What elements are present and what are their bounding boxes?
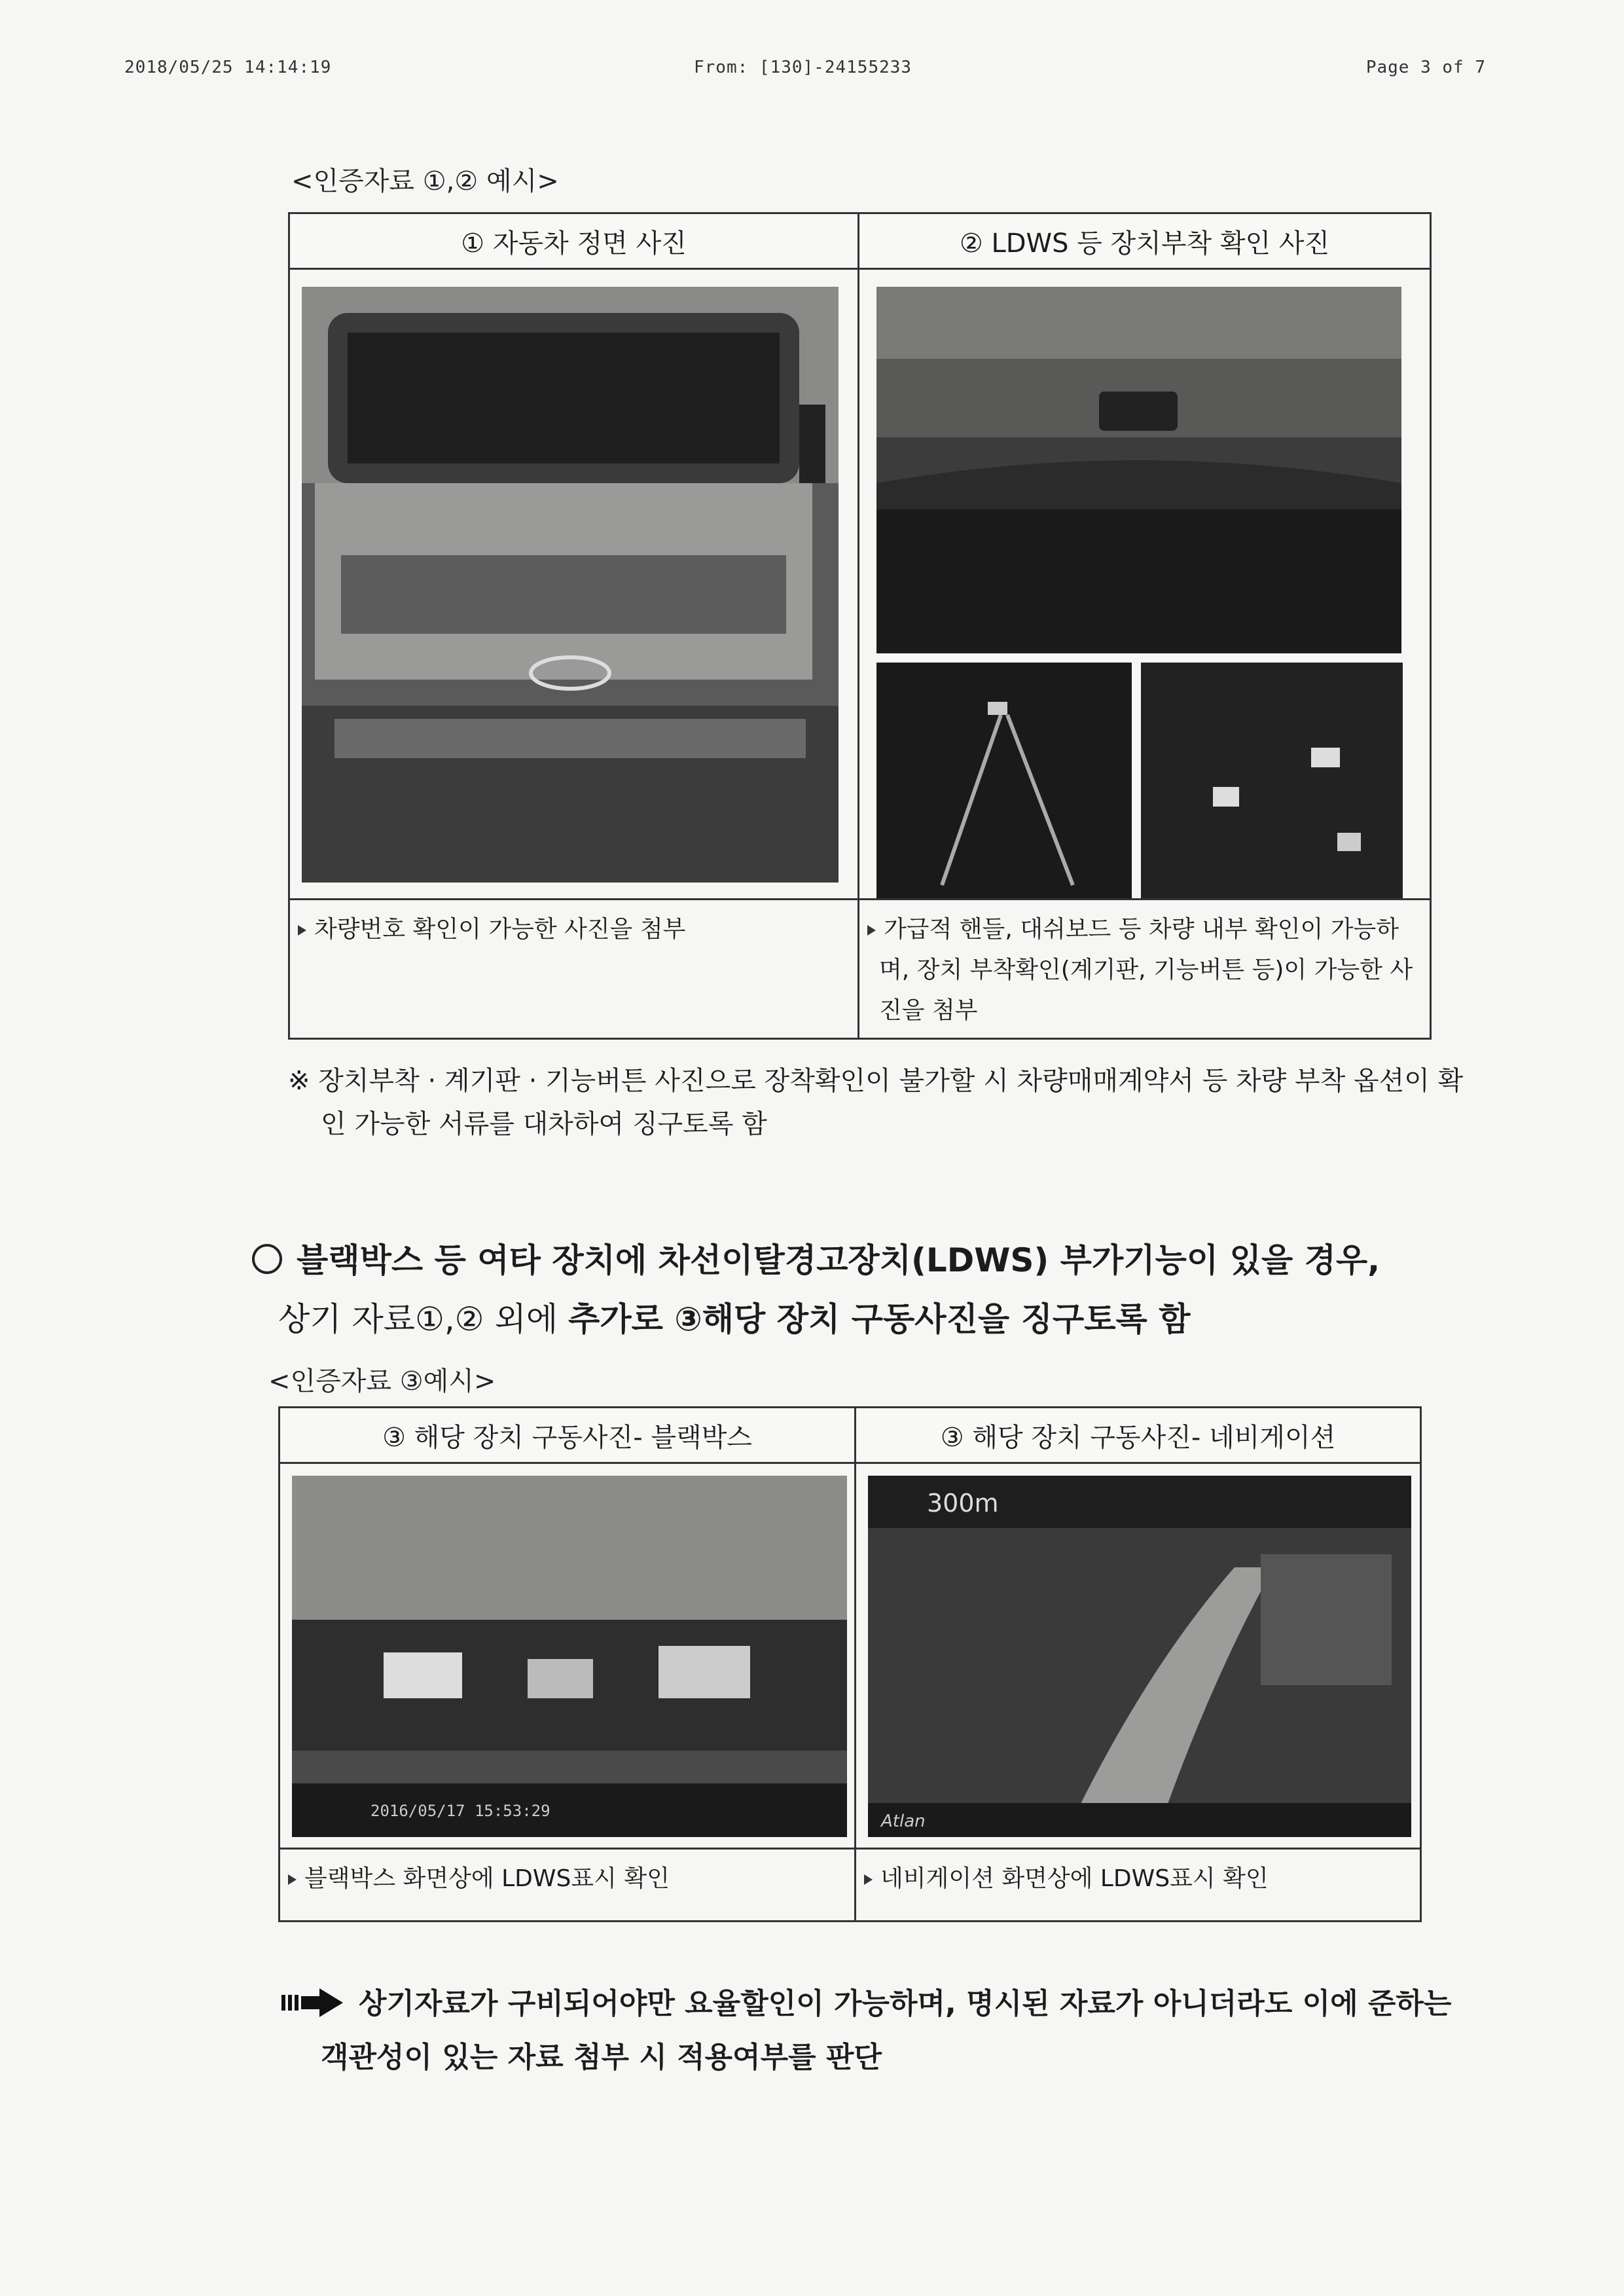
fax-datetime: 2018/05/25 14:14:19 <box>124 58 332 77</box>
final-note-line2: 객관성이 있는 자료 첨부 시 적용여부를 판단 <box>321 2041 882 2074</box>
blackbox-timestamp: 2016/05/17 15:53:29 <box>370 1802 550 1820</box>
blackbox-screen-photo <box>292 1476 847 1837</box>
ldws-screen-photo-left <box>876 663 1132 898</box>
truck-front-photo <box>302 287 839 883</box>
nav-distance: 300m <box>927 1489 999 1518</box>
final-note <box>281 1977 1460 2085</box>
evidence-table-1 <box>288 212 1432 1040</box>
triangle-bullet-icon <box>864 1874 873 1885</box>
front-photo-note: 차량번호 확인이 가능한 사진을 첨부 <box>289 900 859 1039</box>
section2-label: <인증자료 ③예시> <box>268 1366 496 1396</box>
blackbox-note: 블랙박스 화면상에 LDWS표시 확인 <box>280 1849 856 1922</box>
ldws-addon-bullet: 블랙박스 등 여타 장치에 차선이탈경고장치(LDWS) 부가기능이 있을 경우, 상기 자료①,② 외에 추가로 ③해당 장치 구동사진을 징구토록 함 <box>252 1231 1463 1349</box>
blackbox-photo-cell <box>280 1463 856 1849</box>
triangle-bullet-icon <box>867 925 876 936</box>
nav-brand: Atlan <box>881 1812 926 1831</box>
front-photo-cell <box>289 269 859 900</box>
dashboard-interior-photo <box>876 287 1401 653</box>
col-header-ldws-photo: ② LDWS 등 장치부착 확인 사진 <box>859 213 1431 269</box>
final-note-line1: 상기자료가 구비되어야만 요율할인이 가능하며, 명시된 자료가 아니더라도 이에 준하는 <box>359 1987 1452 2020</box>
ldws-screen-photo-right <box>1141 663 1403 898</box>
ldws-photo-note: 가급적 핸들, 대쉬보드 등 차량 내부 확인이 가능하며, 장치 부착확인(계기판, 기능버튼 등)이 가능한 사진을 첨부 <box>859 900 1431 1039</box>
col-header-blackbox: ③ 해당 장치 구동사진- 블랙박스 <box>280 1408 856 1463</box>
evidence-table-2 <box>278 1406 1422 1922</box>
triangle-bullet-icon <box>288 1874 297 1885</box>
fax-header <box>124 58 1486 84</box>
col-header-front-photo: ① 자동차 정면 사진 <box>289 213 859 269</box>
ldws-photo-cell <box>859 269 1431 900</box>
triangle-bullet-icon <box>298 925 306 936</box>
navigation-note: 네비게이션 화면상에 LDWS표시 확인 <box>856 1849 1421 1922</box>
circle-bullet-icon <box>252 1244 282 1274</box>
col-header-navigation: ③ 해당 장치 구동사진- 네비게이션 <box>856 1408 1421 1463</box>
arrow-right-icon <box>281 1988 344 2017</box>
fax-sender: From: [130]-24155233 <box>694 58 912 77</box>
navigation-screen-photo <box>868 1476 1411 1837</box>
section1-label: <인증자료 ①,② 예시> <box>291 166 559 196</box>
fax-page-number: Page 3 of 7 <box>1365 58 1486 77</box>
remark-note: ※ 장치부착 · 계기판 · 기능버튼 사진으로 장착확인이 불가할 시 차량매매계약서 등 차량 부착 옵션이 확인 가능한 서류를 대차하여 징구토록 함 <box>288 1066 1464 1139</box>
navigation-photo-cell <box>856 1463 1421 1849</box>
